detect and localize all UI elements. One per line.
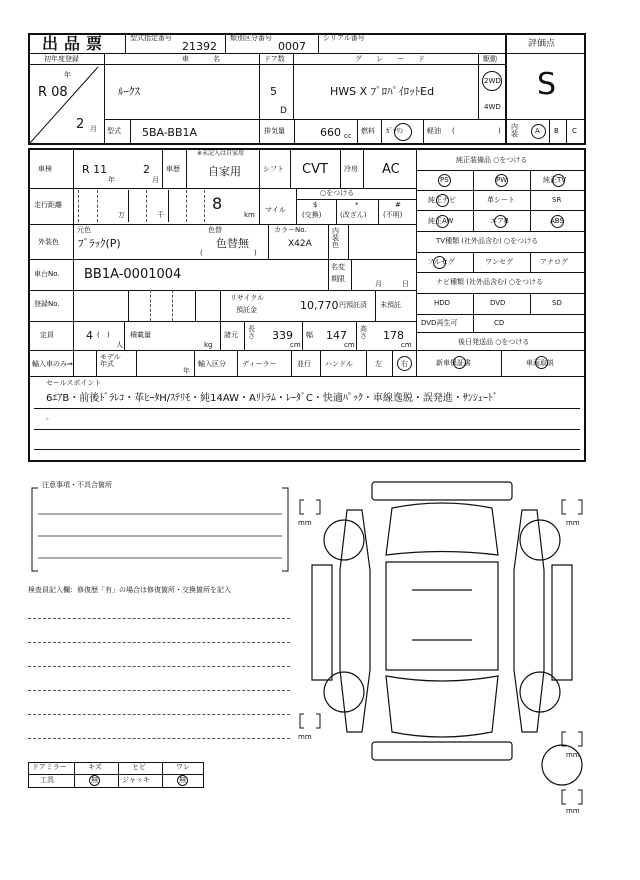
bracket-spare [560,788,584,808]
tools-tool-label: 工具 [40,776,54,784]
equip-navi: 純正ナビ [428,196,456,204]
height-label: 高さ [360,325,367,340]
mileage-label: 走行距離 [34,201,62,209]
exterior-color: ﾌﾞﾗｯｸ(P) [78,237,121,250]
import-label: 輸入車のみ⇒ [32,360,73,368]
genuine-title: 純正装備品 ○をつける [456,156,528,164]
later-manual: 車両取説 [526,359,554,367]
tools-h-scratch: キズ [88,763,102,771]
name-change-label2: 期限 [331,275,345,283]
sales-point-label: セールスポイント [46,379,102,387]
fuel-paren-close: ) [498,127,501,135]
grade-value: HWS X ﾌﾟﾛﾊﾟｲﾛｯﾄEd [330,85,435,98]
name-change-day: 日 [402,280,409,288]
recycle-status: 未預託 [380,301,401,309]
opt2-sym: * [355,201,359,209]
ac-label: 冷房 [344,165,358,173]
recycle-label2: 預託金 [236,306,257,314]
displacement-unit: cc [344,132,352,140]
bracket-fl [298,498,322,518]
fuel-diesel: 軽油 [427,127,441,135]
sheet-title: 出品票 [42,34,109,53]
displacement-value: 660 [320,126,341,139]
shift-label: シフト [263,165,284,173]
height-cm: cm [401,341,412,349]
equip-ps: PS [440,176,449,184]
fuel-paren-open: ( [452,127,455,135]
repaint-paren-open: ( [200,249,203,257]
equip-tv: 純正TV [543,176,567,184]
later-warranty: 新車保証書 [436,359,471,367]
model-value: 5BA-BB1A [142,126,198,139]
dims-label: 諸元 [224,331,238,339]
tv-oneseg: ワンセグ [485,258,513,266]
bracket-rl [298,712,322,732]
mile-label: マイル [265,206,286,214]
height-value: 178 [383,329,404,342]
mileage-digit: 8 [212,194,223,213]
circle-note: ○をつける [320,189,355,197]
displacement-label: 排気量 [264,127,285,135]
notes-bracket [30,486,292,574]
first-reg-month: 2 [76,117,85,132]
interior-label: 内装 [511,123,518,138]
handle-left: 左 [375,360,382,368]
dealer: ディーラー [242,360,277,368]
drive-4wd: 4WD [484,103,501,111]
inspector-label: 検査員記入欄：修復歴「有」の場合は修復箇所・交換箇所を記入 [28,586,231,594]
bracket-fr [560,498,584,518]
usage-value: 自家用 [208,165,241,178]
mileage-sen-unit: 千 [157,211,164,219]
mileage-km-unit: km [244,211,255,219]
length-value: 339 [272,329,293,342]
equip-airbag: エアB [490,217,509,225]
length-cm: cm [290,341,301,349]
recycle-amount: 10,770 [300,299,339,312]
orig-color-label: 元色 [77,226,91,234]
opt1-sym: $ [313,201,318,209]
equip-pw: PW [496,176,508,184]
color-no: X42A [288,239,312,249]
opt3: (不明) [383,211,403,219]
tv-title: TV種類 (社外品含む) ○をつける [436,237,539,245]
repaint-value: 色替無 [216,237,249,250]
interior-a: A [535,127,540,135]
car-name: ﾙｰｸｽ [118,85,140,98]
bracket-rr [560,730,584,750]
tv-fullseg: フルセグ [427,258,455,266]
equip-leather: 革シート [487,196,515,204]
mm-rr: mm [566,751,580,759]
score-label: 評価点 [528,39,556,49]
chassis-label: 車台No. [34,270,60,278]
ac-value: AC [382,162,400,177]
fuel-gas: ｶﾞｿﾘﾝ [386,127,404,135]
tv-analog: アナログ [540,258,568,266]
handle-right: 右 [401,360,408,368]
doors-value: 5 [270,85,277,98]
category-label: 類別区分番号 [230,34,272,42]
tools-tool-value: 無 [91,776,98,784]
usage-note: ※未記入は自家用 [197,150,245,157]
first-reg-label: 初年度登録 [44,55,79,63]
opt3-sym: # [395,201,401,209]
inspection-label: 車検 [38,165,52,173]
exterior-label: 外装色 [38,238,59,246]
navi-dvd: DVD [490,299,506,307]
first-reg-month-unit: 月 [90,125,97,133]
shift-value: CVT [302,162,328,177]
handle-label: ハンドル [325,360,353,368]
interior-b: B [554,127,559,135]
width-label: 幅 [306,331,313,339]
length-label: 長さ [248,325,255,340]
repaint-label: 色替 [208,226,222,234]
parallel: 並行 [297,360,311,368]
mm-spare: mm [566,807,580,815]
tools-jack-label: ジャッキ [122,776,150,784]
sales-point-text: 6ｴｱB・前後ﾄﾞﾗﾚｺ・革ﾋｰﾀH/ｽﾃﾘﾓ・純14AW・Aﾘﾄﾗﾑ・ﾚｰﾀﾞC・快適ﾊﾟｯｸ・車線逸脱・誤発進・ｻﾝｼｪｰﾄﾞ [46,393,498,404]
usage-label: 車歴 [166,165,180,173]
load-unit: kg [204,341,213,349]
cd: CD [494,319,505,327]
drive-2wd: 2WD [484,77,501,85]
model-label: 型式 [107,127,121,135]
serial-label: シリアル番号 [323,34,365,42]
recycle-unit: 円預託済 [339,301,367,309]
mm-fr: mm [566,519,580,527]
model-cert-no: 21392 [182,40,217,53]
category-no: 0007 [278,40,306,53]
interior-color-label: 内装色 [332,227,339,249]
capacity-paren: ( [97,331,100,339]
inspection-month: 2 [143,163,150,176]
first-reg-year-unit: 年 [64,71,71,79]
width-value: 147 [326,329,347,342]
opt1: (交換) [302,211,322,219]
capacity-unit: 人 [116,341,123,349]
inspection-month-unit: 月 [152,176,159,184]
later-title: 後日発送品 ○をつける [458,338,530,346]
load-label: 積載量 [130,331,151,339]
equip-abs: ABS [550,217,564,225]
model-year-label: モデル 年式 [100,353,121,368]
tools-h-break: ワレ [176,763,190,771]
width-cm: cm [344,341,355,349]
grade-label: グレード [355,55,439,63]
capacity-value: 4 [86,329,93,342]
mm-fl: mm [298,519,312,527]
car-name-label: 車名 [182,55,244,63]
name-change-month: 月 [375,280,382,288]
chassis-number: BB1A-0001004 [84,267,182,282]
tools-jack-value: 無 [179,776,186,784]
repaint-paren-close: ) [254,249,257,257]
sales-point-note: 。 [46,413,53,421]
inspection-year-unit: 年 [108,176,115,184]
fuel-label: 燃料 [361,127,375,135]
dvd-playback: DVD再生可 [421,319,458,327]
first-reg-era: R 08 [38,85,68,100]
interior-c: C [572,127,577,135]
color-no-label: カラーNo. [274,226,307,234]
capacity-paren-close: ) [107,331,110,339]
equip-aw: 純正AW [428,217,454,225]
model-cert-label: 型式指定番号 [130,34,172,42]
notes-label: 注意事項・不具合箇所 [42,481,112,489]
navi-sd: SD [552,299,562,307]
mileage-man-unit: 万 [118,211,125,219]
model-year-unit: 年 [183,367,190,375]
capacity-label: 定員 [40,331,54,339]
registration-label: 登録No. [34,300,60,308]
doors-type: D [280,106,287,116]
recycle-label1: リサイクル [230,294,265,302]
navi-title: ナビ種類 (社外品含む) ○をつける [436,278,544,286]
car-damage-diagram [292,470,592,810]
equip-sr: SR [552,196,562,204]
navi-hdd: HDD [434,299,451,307]
inspection-era: R 11 [82,163,108,176]
mm-rl: mm [298,733,312,741]
import-type-label: 輸入区分 [198,360,226,368]
drive-label: 駆動 [483,55,497,63]
name-change-label1: 名変 [331,263,345,271]
tools-h-crack: ヒビ [132,763,146,771]
score-value: S [537,67,557,102]
opt2: (改ざん) [340,211,367,219]
doors-label: ドア数 [264,55,285,63]
tools-h-mirror: ドアミラー [32,763,67,771]
